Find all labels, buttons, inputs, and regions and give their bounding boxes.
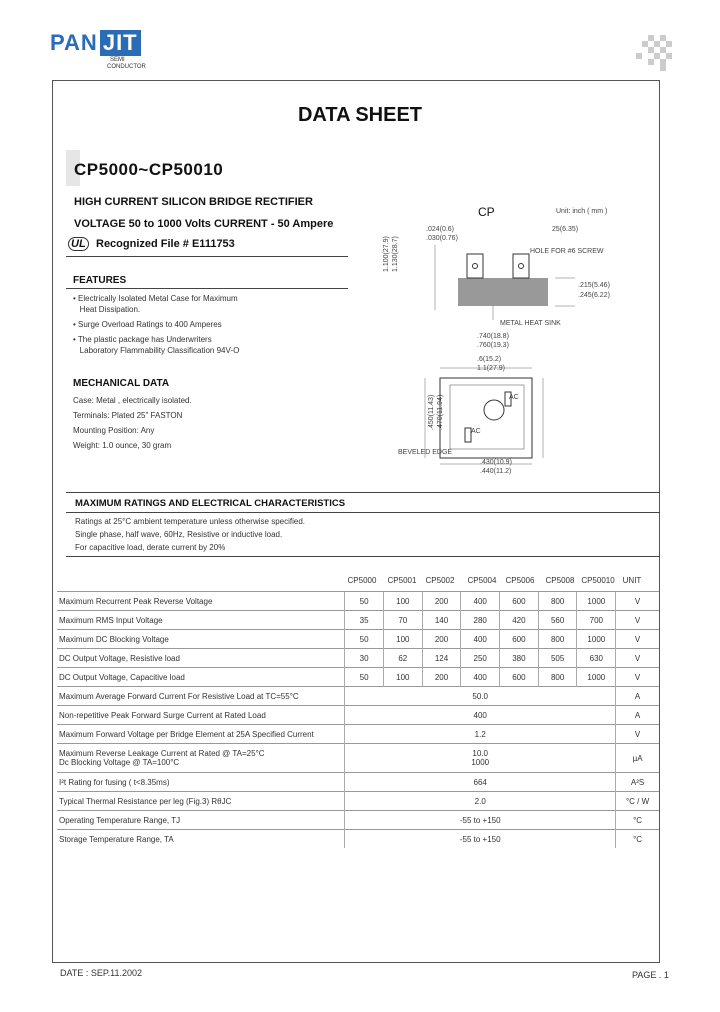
table-row xyxy=(57,792,659,811)
value-cell: 800 xyxy=(538,592,577,611)
value-cell: 100 xyxy=(383,668,422,687)
dim-label: .215(5.46) xyxy=(578,282,610,289)
frame-left xyxy=(52,80,53,962)
param-cell xyxy=(57,830,345,849)
value-cell: 250 xyxy=(461,649,500,668)
value-cell: 1000 xyxy=(577,668,616,687)
dim-label: .470(11.94) xyxy=(437,394,444,430)
value-cell: 560 xyxy=(538,611,577,630)
unit-cell: °C xyxy=(616,830,659,849)
value-cell: 140 xyxy=(422,611,461,630)
param-cell: Maximum DC Blocking Voltage xyxy=(57,630,345,649)
table-row xyxy=(57,830,659,849)
value-cell: 400 xyxy=(461,630,500,649)
footer-page: PAGE . 1 xyxy=(632,970,669,980)
value-text: 1000 xyxy=(471,758,490,767)
value-cell: 50 xyxy=(345,630,384,649)
dim-label: .6(15.2) xyxy=(477,356,502,363)
divider xyxy=(66,556,660,557)
value-cell: 600 xyxy=(500,630,539,649)
value-cell xyxy=(345,744,616,773)
value-cell: 800 xyxy=(538,630,577,649)
value-cell: 30 xyxy=(345,649,384,668)
logo-subtitle xyxy=(107,57,146,71)
features-list xyxy=(73,293,323,356)
value-cell: 700 xyxy=(577,611,616,630)
note-line: For capacitive load, derate current by 20% xyxy=(75,543,226,552)
param-cell: Maximum RMS Input Voltage xyxy=(57,611,345,630)
unit-cell: V xyxy=(616,649,659,668)
company-logo xyxy=(50,30,141,56)
param-text: Storage Temperature Range, TA xyxy=(59,834,174,844)
unit-cell: °C / W xyxy=(616,792,659,811)
ratings-table xyxy=(57,591,659,848)
dim-label: .030(0.76) xyxy=(426,235,458,242)
column-header: CP5004 xyxy=(467,576,497,585)
value-cell: 400 xyxy=(461,592,500,611)
table-row xyxy=(57,706,659,725)
value-cell: 50 xyxy=(345,668,384,687)
value-cell: 200 xyxy=(422,630,461,649)
unit-cell: µA xyxy=(616,744,659,773)
param-cell xyxy=(57,725,345,744)
logo-sub-semi: SEMI xyxy=(110,57,125,63)
case-outline xyxy=(440,378,532,458)
table-row xyxy=(57,773,659,792)
column-header: CP5002 xyxy=(425,576,455,585)
value-cell: 100 xyxy=(383,592,422,611)
divider xyxy=(66,256,348,257)
value-cell xyxy=(345,830,616,849)
dim-label: .450(11.43) xyxy=(428,394,435,430)
logo-sub-conductor: CONDUCTOR xyxy=(107,64,146,70)
footer-date: DATE : SEP.11.2002 xyxy=(60,968,143,978)
table-row xyxy=(57,630,659,649)
table-row xyxy=(57,668,659,687)
value-text: 400 xyxy=(473,710,487,720)
divider xyxy=(66,492,660,493)
logo-jit: JIT xyxy=(100,30,141,56)
frame-right xyxy=(659,80,660,962)
value-cell xyxy=(345,687,616,706)
value-cell: 630 xyxy=(577,649,616,668)
list-item: • Surge Overload Ratings to 400 Amperes xyxy=(73,320,222,329)
value-cell: 505 xyxy=(538,649,577,668)
logo-pan: PAN xyxy=(50,30,98,55)
column-header: UNIT xyxy=(622,576,642,585)
heat-sink-body xyxy=(458,278,548,306)
value-text: -55 to +150 xyxy=(459,815,501,825)
unit-cell: A²S xyxy=(616,773,659,792)
frame-top xyxy=(52,80,660,81)
table-row xyxy=(57,592,659,611)
package-title: CP xyxy=(478,205,495,219)
recognized-file: Recognized File # E111753 xyxy=(96,238,235,250)
terminal-left xyxy=(467,254,483,278)
param-cell: Maximum Recurrent Peak Reverse Voltage xyxy=(57,592,345,611)
table-row xyxy=(57,611,659,630)
value-cell: 35 xyxy=(345,611,384,630)
table-row xyxy=(57,687,659,706)
value-cell: 124 xyxy=(422,649,461,668)
param-text: Typical Thermal Resistance per leg (Fig.3) RθJC xyxy=(59,796,232,806)
param-text: Maximum Reverse Leakage Current at Rated @ TA=25°C xyxy=(59,749,265,758)
value-cell xyxy=(345,725,616,744)
param-text: I²t Rating for fusing ( t<8.35ms) xyxy=(59,777,170,787)
terminal-right xyxy=(513,254,529,278)
dim-label: 25(6.35) xyxy=(552,226,579,233)
ratings-heading: MAXIMUM RATINGS AND ELECTRICAL CHARACTERISTICS xyxy=(75,498,346,509)
param-text: Non-repetitive Peak Forward Surge Current at Rated Load xyxy=(59,710,266,720)
param-text: Maximum Average Forward Current For Resistive Load at TC=55°C xyxy=(59,691,299,701)
value-cell: 1000 xyxy=(577,592,616,611)
value-cell xyxy=(345,811,616,830)
dim-label: 1.1(27.9) xyxy=(477,365,506,372)
frame-bottom xyxy=(52,962,660,963)
param-text: Maximum Forward Voltage per Bridge Element at 25A Specified Current xyxy=(59,729,314,739)
column-header: CP5001 xyxy=(387,576,417,585)
dim-label: HOLE FOR #6 SCREW xyxy=(530,248,604,255)
param-text: Operating Temperature Range, TJ xyxy=(59,815,181,825)
list-item: Weight: 1.0 ounce, 30 gram xyxy=(73,441,172,450)
list-item: Laboratory Flammability Classification 94V-O xyxy=(73,346,240,355)
mechanical-heading: MECHANICAL DATA xyxy=(73,378,170,389)
dim-label: .440(11.2) xyxy=(480,468,512,475)
list-item: Mounting Position: Any xyxy=(73,426,155,435)
value-cell xyxy=(345,792,616,811)
param-cell: DC Output Voltage, Resistive load xyxy=(57,649,345,668)
unit-label: Unit: inch ( mm ) xyxy=(556,208,608,215)
param-cell xyxy=(57,811,345,830)
product-subtitle: HIGH CURRENT SILICON BRIDGE RECTIFIER xyxy=(74,196,313,208)
list-item: Terminals: Plated 25" FASTON xyxy=(73,411,183,420)
value-cell: 1000 xyxy=(577,630,616,649)
column-header: CP5006 xyxy=(505,576,535,585)
param-text: Dc Blocking Voltage @ TA=100°C xyxy=(59,758,180,767)
column-header: CP5008 xyxy=(545,576,575,585)
value-text: 1.2 xyxy=(474,729,486,739)
unit-cell: A xyxy=(616,687,659,706)
note-line: Ratings at 25°C ambient temperature unless otherwise specified. xyxy=(75,517,305,526)
value-cell: 200 xyxy=(422,592,461,611)
mechanical-list xyxy=(73,395,323,451)
corner-decoration xyxy=(636,35,672,71)
page-title: DATA SHEET xyxy=(297,104,423,126)
value-cell xyxy=(345,706,616,725)
dim-label: .245(6.22) xyxy=(578,292,610,299)
value-cell: 400 xyxy=(461,668,500,687)
value-cell: 600 xyxy=(500,592,539,611)
value-cell: 100 xyxy=(383,630,422,649)
list-item: • Electrically Isolated Metal Case for Maximum xyxy=(73,294,238,303)
table-row xyxy=(57,744,659,773)
note-line: Single phase, half wave, 60Hz, Resistive or inductive load. xyxy=(75,530,283,539)
dim-label: .740(18.8) xyxy=(477,333,509,340)
dim-label: .024(0.6) xyxy=(426,226,455,233)
value-text: -55 to +150 xyxy=(459,834,501,844)
value-cell: 280 xyxy=(461,611,500,630)
dim-label: METAL HEAT SINK xyxy=(500,320,561,327)
value-cell: 62 xyxy=(383,649,422,668)
list-item: Case: Metal , electrically isolated. xyxy=(73,396,192,405)
divider xyxy=(66,288,348,289)
unit-cell: V xyxy=(616,592,659,611)
dim-label: .430(10.9) xyxy=(480,459,512,466)
table-row xyxy=(57,811,659,830)
dim-label: 1.130(28.7) xyxy=(392,236,399,272)
column-header: CP50010 xyxy=(581,576,615,585)
dim-label: .760(19.3) xyxy=(477,342,509,349)
table-row xyxy=(57,649,659,668)
unit-cell: V xyxy=(616,630,659,649)
param-cell: DC Output Voltage, Capacitive load xyxy=(57,668,345,687)
unit-cell: V xyxy=(616,725,659,744)
value-cell: 600 xyxy=(500,668,539,687)
value-cell: 50 xyxy=(345,592,384,611)
value-text: 50.0 xyxy=(472,691,488,701)
value-cell: 800 xyxy=(538,668,577,687)
dim-label: 1.100(27.9) xyxy=(383,236,390,272)
param-cell xyxy=(57,792,345,811)
column-header: CP5000 xyxy=(347,576,377,585)
ul-icon: UL xyxy=(68,237,89,251)
param-cell xyxy=(57,744,345,773)
unit-cell: V xyxy=(616,611,659,630)
features-heading: FEATURES xyxy=(73,275,127,286)
list-item: Heat Dissipation. xyxy=(73,305,141,314)
model-number: CP5000~CP50010 xyxy=(74,160,224,179)
value-cell: 200 xyxy=(422,668,461,687)
value-cell: 70 xyxy=(383,611,422,630)
divider xyxy=(66,512,660,513)
value-cell: 380 xyxy=(500,649,539,668)
value-text: 10.0 xyxy=(472,749,488,758)
value-text: 664 xyxy=(473,777,487,787)
dim-label: BEVELED EDGE xyxy=(398,449,453,456)
ac-label: AC xyxy=(471,428,481,435)
list-item: • The plastic package has Underwriters xyxy=(73,335,212,344)
param-cell xyxy=(57,706,345,725)
ratings-notes xyxy=(75,516,475,553)
param-cell xyxy=(57,773,345,792)
unit-cell: °C xyxy=(616,811,659,830)
unit-cell: A xyxy=(616,706,659,725)
param-cell xyxy=(57,687,345,706)
value-cell: 420 xyxy=(500,611,539,630)
value-cell xyxy=(345,773,616,792)
voltage-current-line: VOLTAGE 50 to 1000 Volts CURRENT - 50 Ampere xyxy=(74,218,334,230)
table-row xyxy=(57,725,659,744)
unit-cell: V xyxy=(616,668,659,687)
value-text: 2.0 xyxy=(474,796,486,806)
ac-label: AC xyxy=(509,394,519,401)
